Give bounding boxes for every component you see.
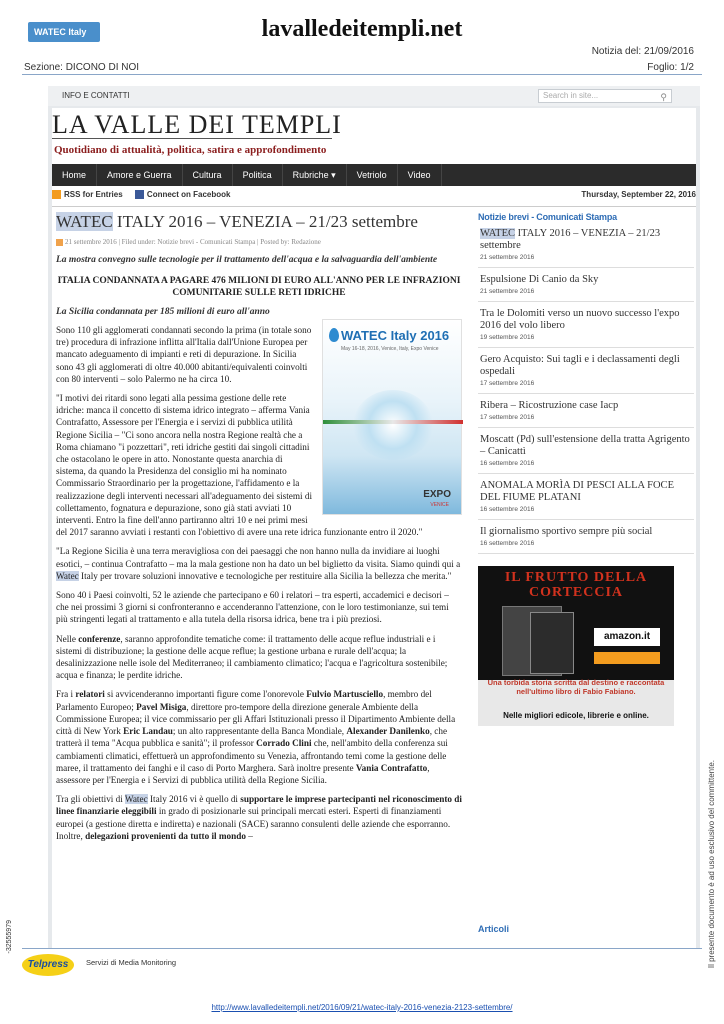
news-title[interactable]	[480, 400, 694, 412]
text-run: , direttore pro-tempore della direzione generale Ambiente della Commissione Europea; il vice commissario per gli Affari Istituzionali presso il Dipartimento Ambiente della città di New York	[56, 701, 456, 737]
tricolor-stripe	[323, 420, 463, 424]
bold-run: Eric Landau	[123, 726, 173, 737]
news-date: 16 settembre 2016	[480, 460, 535, 467]
clipping-section: Sezione: DICONO DI NOI	[24, 62, 140, 73]
news-date: 16 settembre 2016	[480, 506, 535, 513]
poster-logo: WATEC Italy 2016	[341, 328, 450, 343]
text-run: "La Regione Sicilia è una terra meravigliosa con dei paesaggi che non hanno nulla da invidiare ai luoghi esotici, – continua Contrafatto – ma la mala gestione non ha dato un bel biglietto da visita. Siamo quindi qui a	[56, 546, 461, 569]
sidebar	[478, 212, 694, 726]
water-drop-icon	[329, 328, 339, 342]
bold-run: Vania Contrafatto	[355, 762, 428, 773]
site-masthead[interactable]: LA VALLE DEI TEMPLI	[52, 110, 342, 139]
webpage-frame	[48, 86, 700, 948]
news-title[interactable]	[480, 480, 694, 504]
meta-text: 21 settembre 2016 | Filed under: Notizie brevi - Comunicati Stampa | Posted by: Redazione	[65, 238, 321, 246]
bold-run: Alexander Danilenko	[346, 726, 430, 737]
news-title[interactable]	[480, 274, 694, 286]
media-monitoring-label: Servizi di Media Monitoring	[86, 958, 177, 967]
text-run: ; un alto rappresentante della Banca Mondiale,	[172, 726, 347, 737]
search-icon[interactable]: ⚲	[660, 92, 667, 102]
article-headline: ITALIA CONDANNATA A PAGARE 476 MILIONI DI EURO ALL'ANNO PER LE INFRAZIONI COMUNITARIE SULLE RETI IDRICHE	[57, 276, 461, 298]
sidebar-news-item[interactable]	[478, 474, 694, 520]
current-date: Thursday, September 22, 2016	[581, 190, 696, 199]
watec-highlight: WATEC	[480, 228, 515, 239]
text-run: in grado di posizionarle sui principali mercati esteri. Esperti di finanziamenti europei (a gestione diretta e indiretta) e nazionali (SACE) saranno consulenti delle aziende che esporranno. Inoltre,	[56, 806, 451, 841]
search-input[interactable]	[538, 89, 672, 103]
venice-label: VENICE	[430, 502, 449, 508]
bold-run: delegazioni provenienti da tutto il mondo	[85, 830, 246, 841]
sidebar-news-item[interactable]	[478, 222, 694, 268]
source-url[interactable]: http://www.lavalledeitempli.net/2016/09/21/watec-italy-2016-venezia-2123-settembre/	[211, 1003, 513, 1012]
paragraph: "I motivi dei ritardi sono legati alla pessima gestione delle rete idriche: manca il concetto di sistema idrico integrato – afferma Vania Contrafatto, Assessore per l'Energia e i servizi di pubblica utilità Regione Sicilia – "Ci sono ancora nella nostra Regione realtà che a Roma chiamano "i pozzettari", reti idriche gestiti dai singoli cittadini che ostacolano le opere in atto. Nonostante questa anarchia di sistema, da quando la Presidenza del consiglio mi ha nominato Commissario Straordinario per la progettazione, l'affidamento e la realizzazione degli interventi necessari all'adeguamento dei sistemi di collettamento, fognatura e depurazione, sono già stati avviati 10 interventi. Entro la fine dell'anno partiranno altri 10 e nei primi mesi del 2017 saranno avviati i restanti con l'obiettivo di avere una rete idrica funzionante entro il 2020."	[56, 393, 423, 538]
bold-run: relatori	[75, 689, 105, 700]
news-title[interactable]	[480, 354, 694, 378]
amazon-logo: amazon.it	[594, 628, 660, 646]
article	[56, 212, 462, 842]
expo-logo: EXPO	[423, 489, 451, 500]
main-nav	[52, 164, 696, 186]
nav-amore-e-guerra[interactable]: Amore e Guerra	[97, 164, 183, 186]
title-text: ITALY 2016 – VENEZIA – 21/23 settembre	[112, 212, 418, 231]
telpress-logo: Telpress	[22, 954, 74, 976]
text-run: Nelle	[56, 633, 79, 644]
footer-divider	[22, 948, 702, 949]
news-title-text: Gero Acquisto: Sui tagli e i declassamenti degli ospedali	[480, 354, 680, 377]
nav-rubriche[interactable]: Rubriche ▾	[283, 164, 347, 186]
bold-run: Pavel Misiga	[136, 701, 187, 712]
news-title-text: Il giornalismo sportivo sempre più social	[480, 526, 653, 537]
paragraph	[56, 545, 462, 582]
site-tagline: Quotidiano di attualità, politica, satira e approfondimento	[54, 144, 327, 156]
paragraph	[56, 633, 462, 682]
text-run: che, nell'ambito della conferenza sui cambiamenti climatici, effettuerà un approfondimento su Venezia, affrontando temi come la gestione delle maree, il trattamento dei fanghi e il caso di Porto Marghera. Sarà inoltre presente	[56, 738, 448, 773]
clipping-site-title: lavalledeitempli.net	[261, 16, 463, 42]
nav-cultura[interactable]: Cultura	[183, 164, 233, 186]
rss-icon[interactable]	[52, 190, 61, 199]
text-run: –	[245, 830, 253, 841]
usage-notice: Il presente documento è ad uso esclusivo del committente.	[707, 760, 716, 969]
search-placeholder: Search in site...	[543, 91, 599, 100]
facebook-link[interactable]: Connect on Facebook	[146, 190, 231, 199]
watec-highlight: Watec	[56, 570, 79, 581]
book-ad-banner[interactable]	[478, 566, 674, 726]
text-run: , assessore per l'Energia e i Servizi di pubblica utilità della Regione Sicilia.	[56, 762, 430, 785]
paragraph: Sono 110 gli agglomerati condannati secondo la prima (in totale sono tre) procedura di infrazione inflitta all'Italia dall'Unione Europea per mancato adeguamento di impianti e reti di depurazione. In Sicilia sono 43 gli agglomerati di oltre 40.000 abitanti/equivalenti coinvolti con 80 interventi – solo Palermo ne ha circa 10.	[56, 325, 312, 384]
amazon-strip	[594, 652, 660, 664]
text-run: Italy 2016 vi è quello di	[147, 794, 241, 805]
news-title-text: Tra le Dolomiti verso un nuovo successo l'expo 2016 del volo libero	[480, 308, 680, 331]
text-run: , che tratterà il tema "Acqua pubblica e sanità"; il professor	[56, 726, 448, 749]
news-date: 16 settembre 2016	[480, 540, 535, 547]
rss-bar	[52, 190, 696, 204]
title-highlight: WATEC	[56, 212, 113, 231]
news-title[interactable]	[480, 434, 694, 458]
text-run: , saranno approfondite tematiche come: il trattamento delle acque reflue industriali e i sistemi di distribuzione; la gestione delle acque reflue; la gestione urbana e rurale dell'acqua; la desalinizzazione nelle isole del Mediterraneo; il cambiamento climatico; l'acqua e l'agricoltura sostenibile; acqua e finanza; le perdite idriche.	[56, 633, 448, 681]
facebook-icon[interactable]	[135, 190, 144, 199]
bold-run: conferenze	[78, 633, 121, 644]
text-run: Tra gli obiettivi di	[56, 794, 125, 805]
clipping-page: Foglio: 1/2	[647, 62, 694, 73]
info-link[interactable]: INFO E CONTATTI	[62, 91, 130, 100]
article-subhead: La Sicilia condannata per 185 milioni di euro all'anno	[56, 307, 270, 317]
banner-availability: Nelle migliori edicole, librerie e online.	[503, 711, 649, 720]
poster-subtitle: May 16-18, 2016, Venice, Italy, Expo Venice	[341, 346, 439, 352]
nav-vetriolo[interactable]: Vetriolo	[347, 164, 398, 186]
clipping-divider	[22, 74, 702, 75]
top-bar	[48, 86, 700, 106]
news-title[interactable]	[480, 228, 694, 252]
bold-run: supportare le imprese partecipanti nel riconoscimento di linee finanziarie eleggibili	[56, 794, 462, 817]
news-title-text: Espulsione Di Canio da Sky	[480, 274, 599, 285]
article-title[interactable]	[56, 212, 462, 232]
nav-politica[interactable]: Politica	[233, 164, 283, 186]
news-date: 21 settembre 2016	[480, 288, 535, 295]
text-run: Fra i	[56, 689, 76, 700]
watec-highlight: Watec	[124, 794, 148, 805]
sidebar-news-item[interactable]	[478, 394, 694, 428]
paragraph: Sono 40 i Paesi coinvolti, 52 le aziende che partecipano e 60 i relatori – tra esperti, accademici e decisori – che nei prossimi 3 giorni si confronteranno e accenderanno l'attenzione, con le loro testimonianze, sui temi più stringenti legati al trattamento e alla tutela della risorsa idrica, bene tra i più preziosi.	[56, 590, 449, 625]
bold-run: Corrado Clini	[256, 738, 312, 749]
sidebar-news-item[interactable]	[478, 268, 694, 302]
articoli-heading[interactable]: Articoli	[478, 924, 510, 934]
nav-home[interactable]: Home	[52, 164, 97, 186]
calendar-icon	[56, 239, 63, 246]
news-date: 21 settembre 2016	[480, 254, 535, 261]
news-title-text: ANOMALA MORÌA DI PESCI ALLA FOCE DEL FIUME PLATANI	[480, 480, 674, 503]
text-run: Italy per trovare soluzioni innovative e tecnologiche per restituire alla Sicilia la bellezza che merita."	[78, 570, 452, 581]
banner-tagline: Una torbida storia scritta dal destino e raccontata nell'ultimo libro di Fabio Fabiano.	[487, 678, 665, 696]
clipping-logo: WATEC Italy 2016	[28, 22, 100, 42]
sidebar-news-item[interactable]	[478, 428, 694, 474]
rss-link[interactable]: RSS for Entries	[64, 190, 123, 199]
news-title-text: Ribera – Ricostruzione case Iacp	[480, 400, 619, 411]
text-run: si avvicenderanno importanti figure come l'onorevole	[104, 689, 307, 700]
sidebar-news-item[interactable]	[478, 348, 694, 394]
sidebar-news-item[interactable]	[478, 520, 694, 554]
news-title-text: ITALY 2016 – VENEZIA – 21/23 settembre	[480, 228, 661, 251]
masthead-rule	[52, 138, 332, 139]
news-title[interactable]	[480, 308, 694, 332]
paragraph	[56, 793, 462, 842]
text-run: , membro del Parlamento Europeo;	[56, 689, 432, 712]
divider	[52, 206, 696, 207]
sidebar-heading[interactable]: Notizie brevi - Comunicati Stampa	[478, 212, 617, 222]
news-title-text: Moscatt (Pd) sull'estensione della tratta Agrigento – Canicattì	[480, 434, 690, 457]
paragraph-relatori	[56, 688, 462, 786]
nav-video[interactable]: Video	[398, 164, 442, 186]
document-id: -32555979	[6, 920, 13, 954]
sidebar-news-item[interactable]	[478, 302, 694, 348]
news-date: 17 settembre 2016	[480, 414, 535, 421]
sidebar-news-list	[478, 222, 694, 554]
water-splash	[353, 390, 433, 460]
watec-poster-image	[322, 319, 462, 515]
article-lead: La mostra convegno sulle tecnologie per il trattamento dell'acqua e la salvaguardia dell'ambiente	[56, 255, 438, 265]
news-date: 19 settembre 2016	[480, 334, 535, 341]
ereader-image	[530, 612, 574, 674]
news-title[interactable]	[480, 526, 694, 538]
article-meta	[56, 238, 462, 246]
bold-run: Fulvio Martusciello	[306, 689, 384, 700]
clipping-date: Notizia del: 21/09/2016	[591, 46, 694, 57]
page-content	[52, 108, 696, 948]
banner-title: IL FRUTTO DELLA CORTECCIA	[504, 570, 648, 600]
news-date: 17 settembre 2016	[480, 380, 535, 387]
